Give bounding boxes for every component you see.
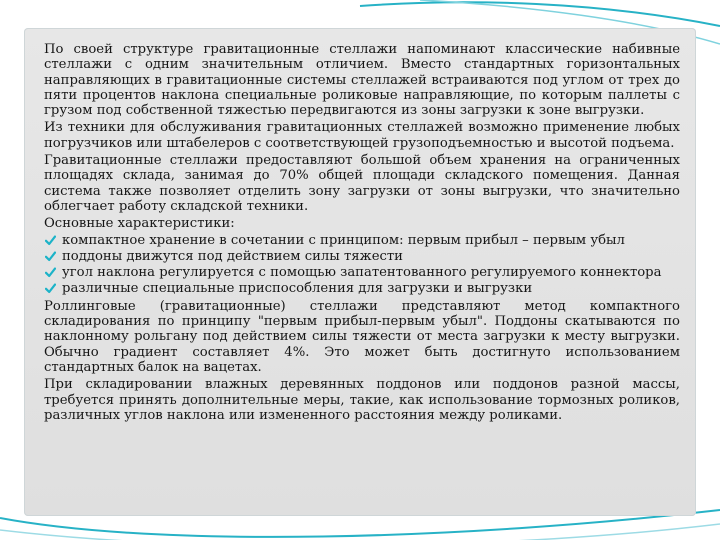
text-content (44, 42, 680, 423)
paragraph: По своей структуре гравитационные стеллажи напоминают классические набивные стеллажи с одним значительным отличием. Вместо стандартных горизонтальных направляющих в гравитационные системы стеллажей встраиваются под углом от трех до пяти процентов наклона специальные роликовые направляющие, по которым паллеты с грузом под собственной тяжестью передвигаются из зоны загрузки к зоне выгрузки. (44, 42, 680, 119)
list-item (44, 281, 680, 296)
list-item-text: компактное хранение в сочетании с принципом: первым прибыл – первым убыл (62, 232, 625, 248)
list-item-text: угол наклона регулируется с помощью запатентованного регулируемого коннектора (62, 265, 662, 281)
list-item (44, 265, 680, 280)
characteristics-heading: Основные характеристики: (44, 216, 235, 232)
characteristics-list (44, 233, 680, 297)
paragraph: Роллинговые (гравитационные) стеллажи представляют метод компактного складирования по принципу "первым прибыл-первым убыл". Поддоны скатываются по наклонному рольгану под действием силы тяжести от места загрузки к месту выгрузки. Обычно градиент составляет 4%. Это может быть достигнуто использованием стандартных балок на вацетах. (44, 298, 680, 375)
list-item (44, 233, 680, 248)
list-item (44, 249, 680, 264)
checkmark-icon (45, 251, 56, 262)
checkmark-icon (45, 235, 56, 246)
checkmark-icon (45, 267, 56, 278)
paragraph: Из техники для обслуживания гравитационных стеллажей возможно применение любых погрузчиков или штабелеров с соответствующей грузоподъемностью и высотой подъема. (44, 120, 680, 151)
paragraph: При складировании влажных деревянных поддонов или поддонов разной массы, требуется принять дополнительные меры, такие, как использование тормозных роликов, различных углов наклона или измененного расстояния между роликами. (44, 377, 680, 423)
checkmark-icon (45, 283, 56, 294)
paragraph: Гравитационные стеллажи предоставляют большой объем хранения на ограниченных площадях склада, занимая до 70% общей площади складского помещения. Данная система также позволяет отделить зону загрузки от зоны выгрузки, что значительно облегчает работу складской техники. (44, 153, 680, 214)
content-panel (24, 28, 696, 516)
list-item-text: поддоны движутся под действием силы тяжести (62, 248, 403, 264)
list-item-text: различные специальные приспособления для загрузки и выгрузки (62, 281, 533, 297)
